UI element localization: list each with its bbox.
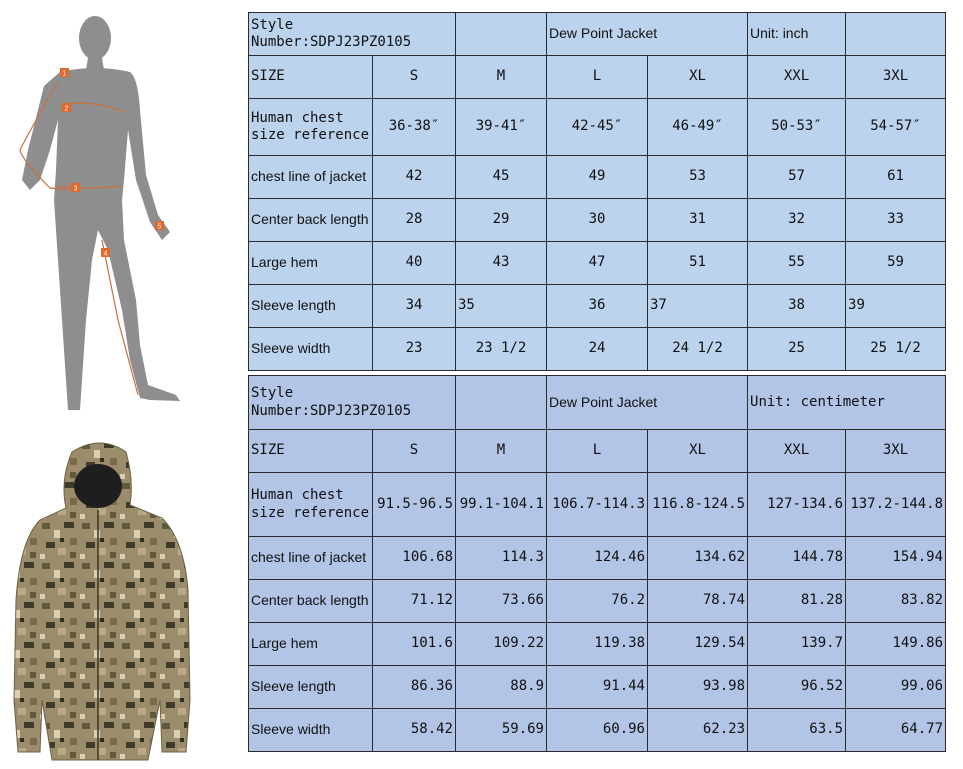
- measurement-row: [249, 156, 946, 199]
- value-cell: 99.1-104.1: [456, 473, 547, 537]
- marker-2: [62, 103, 71, 113]
- header-blank: [456, 13, 547, 56]
- measurement-row: [249, 99, 946, 156]
- value-cell: 38: [748, 285, 846, 328]
- value-cell: 55: [748, 242, 846, 285]
- value-cell: 63.5: [748, 709, 846, 752]
- value-cell: 127-134.6: [748, 473, 846, 537]
- row-label: Sleeve width: [249, 709, 373, 752]
- size-chart-inch: [248, 12, 946, 371]
- measurement-row: [249, 580, 946, 623]
- value-cell: 46-49″: [648, 99, 748, 156]
- value-cell: 51: [648, 242, 748, 285]
- value-cell: 73.66: [456, 580, 547, 623]
- size-cell: M: [456, 56, 547, 99]
- value-cell: 23 1/2: [456, 328, 547, 371]
- value-cell: 36-38″: [373, 99, 456, 156]
- value-cell: 96.52: [748, 666, 846, 709]
- value-cell: 134.62: [648, 537, 748, 580]
- value-cell: 101.6: [373, 623, 456, 666]
- value-cell: 28: [373, 199, 456, 242]
- value-cell: 81.28: [748, 580, 846, 623]
- value-cell: 54-57″: [846, 99, 946, 156]
- value-cell: 39-41″: [456, 99, 547, 156]
- value-cell: 35: [456, 285, 547, 328]
- size-cell: XXL: [748, 430, 846, 473]
- header-blank: [846, 13, 946, 56]
- human-body-figure: [20, 16, 180, 410]
- marker-4-label: 4: [103, 250, 108, 258]
- measurement-row: [249, 537, 946, 580]
- value-cell: 60.96: [547, 709, 648, 752]
- value-cell: 42: [373, 156, 456, 199]
- value-cell: 24: [547, 328, 648, 371]
- value-cell: 129.54: [648, 623, 748, 666]
- size-row: [249, 56, 946, 99]
- marker-3-label: 3: [73, 185, 78, 193]
- value-cell: 45: [456, 156, 547, 199]
- marker-5-label: 5: [157, 223, 162, 231]
- value-cell: 43: [456, 242, 547, 285]
- value-cell: 24 1/2: [648, 328, 748, 371]
- value-cell: 32: [748, 199, 846, 242]
- measurement-row: [249, 328, 946, 371]
- product-name: Dew Point Jacket: [547, 376, 748, 430]
- size-cell: XL: [648, 430, 748, 473]
- value-cell: 62.23: [648, 709, 748, 752]
- style-number: Style Number:SDPJ23PZ0105: [249, 13, 456, 56]
- unit-label: Unit: centimeter: [748, 376, 946, 430]
- header-row: [249, 13, 946, 56]
- value-cell: 76.2: [547, 580, 648, 623]
- value-cell: 109.22: [456, 623, 547, 666]
- size-cell: S: [373, 430, 456, 473]
- size-cell: L: [547, 430, 648, 473]
- camo-jacket-image: [14, 443, 190, 760]
- header-row: [249, 376, 946, 430]
- value-cell: 59: [846, 242, 946, 285]
- row-label: Center back length: [249, 580, 373, 623]
- illustrations-panel: [0, 0, 240, 769]
- value-cell: 37: [648, 285, 748, 328]
- value-cell: 144.78: [748, 537, 846, 580]
- product-name: Dew Point Jacket: [547, 13, 748, 56]
- measurement-row: [249, 242, 946, 285]
- unit-label: Unit: inch: [748, 13, 846, 56]
- row-label: Sleeve width: [249, 328, 373, 371]
- size-label: SIZE: [249, 430, 373, 473]
- row-label: Sleeve length: [249, 285, 373, 328]
- value-cell: 49: [547, 156, 648, 199]
- measurement-row: [249, 709, 946, 752]
- value-cell: 61: [846, 156, 946, 199]
- size-cell: L: [547, 56, 648, 99]
- size-cell: M: [456, 430, 547, 473]
- value-cell: 23: [373, 328, 456, 371]
- size-chart-centimeter: [248, 375, 946, 752]
- value-cell: 53: [648, 156, 748, 199]
- value-cell: 119.38: [547, 623, 648, 666]
- value-cell: 42-45″: [547, 99, 648, 156]
- value-cell: 139.7: [748, 623, 846, 666]
- row-label: Sleeve length: [249, 666, 373, 709]
- row-label: Human chest size reference: [249, 99, 373, 156]
- row-label: Large hem: [249, 623, 373, 666]
- value-cell: 71.12: [373, 580, 456, 623]
- size-cell: 3XL: [846, 430, 946, 473]
- measurement-row: [249, 199, 946, 242]
- value-cell: 57: [748, 156, 846, 199]
- marker-4: [101, 248, 110, 258]
- value-cell: 59.69: [456, 709, 547, 752]
- measurement-row: [249, 623, 946, 666]
- row-label: chest line of jacket: [249, 537, 373, 580]
- size-cell: S: [373, 56, 456, 99]
- style-number: Style Number:SDPJ23PZ0105: [249, 376, 456, 430]
- value-cell: 124.46: [547, 537, 648, 580]
- measurement-row: [249, 666, 946, 709]
- value-cell: 154.94: [846, 537, 946, 580]
- value-cell: 36: [547, 285, 648, 328]
- value-cell: 106.68: [373, 537, 456, 580]
- size-cell: XL: [648, 56, 748, 99]
- size-cell: 3XL: [846, 56, 946, 99]
- value-cell: 25 1/2: [846, 328, 946, 371]
- size-cell: XXL: [748, 56, 846, 99]
- value-cell: 34: [373, 285, 456, 328]
- marker-5: [155, 221, 164, 231]
- value-cell: 50-53″: [748, 99, 846, 156]
- marker-1-label: 1: [62, 70, 67, 78]
- row-label: Human chest size reference: [249, 473, 373, 537]
- value-cell: 106.7-114.3: [547, 473, 648, 537]
- value-cell: 29: [456, 199, 547, 242]
- value-cell: 30: [547, 199, 648, 242]
- value-cell: 149.86: [846, 623, 946, 666]
- value-cell: 40: [373, 242, 456, 285]
- header-blank: [456, 376, 547, 430]
- value-cell: 137.2-144.8: [846, 473, 946, 537]
- value-cell: 86.36: [373, 666, 456, 709]
- value-cell: 39: [846, 285, 946, 328]
- marker-3: [71, 183, 80, 193]
- value-cell: 64.77: [846, 709, 946, 752]
- value-cell: 116.8-124.5: [648, 473, 748, 537]
- value-cell: 91.5-96.5: [373, 473, 456, 537]
- value-cell: 91.44: [547, 666, 648, 709]
- value-cell: 33: [846, 199, 946, 242]
- value-cell: 114.3: [456, 537, 547, 580]
- value-cell: 25: [748, 328, 846, 371]
- value-cell: 88.9: [456, 666, 547, 709]
- measurement-row: [249, 473, 946, 537]
- value-cell: 93.98: [648, 666, 748, 709]
- value-cell: 99.06: [846, 666, 946, 709]
- row-label: Large hem: [249, 242, 373, 285]
- marker-1: [60, 68, 69, 78]
- value-cell: 83.82: [846, 580, 946, 623]
- row-label: chest line of jacket: [249, 156, 373, 199]
- row-label: Center back length: [249, 199, 373, 242]
- value-cell: 31: [648, 199, 748, 242]
- size-label: SIZE: [249, 56, 373, 99]
- size-row: [249, 430, 946, 473]
- marker-2-label: 2: [64, 105, 69, 113]
- value-cell: 47: [547, 242, 648, 285]
- value-cell: 58.42: [373, 709, 456, 752]
- value-cell: 78.74: [648, 580, 748, 623]
- measurement-row: [249, 285, 946, 328]
